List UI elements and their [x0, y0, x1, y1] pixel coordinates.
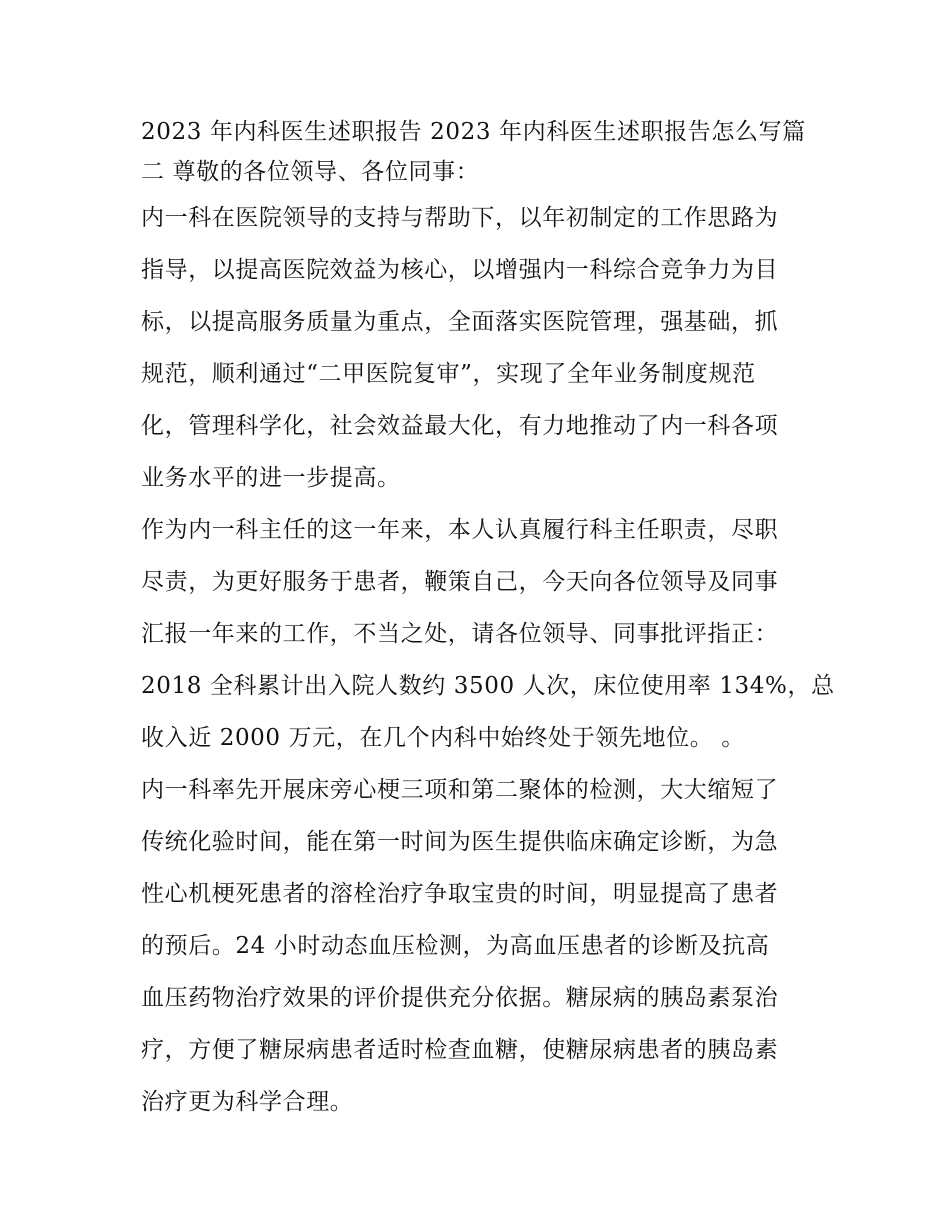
text-line: 指导，以提高医院效益为核心，以增强内一科综合竞争力为目: [141, 257, 779, 283]
text-line: 疗，方便了糖尿病患者适时检查血糖，使糖尿病患者的胰岛素: [141, 1037, 779, 1063]
text-line: 传统化验时间，能在第一时间为医生提供临床确定诊断，为急: [141, 829, 779, 855]
document-title: [141, 112, 813, 192]
paragraph-3: [141, 764, 813, 1128]
text-line: 标，以提高服务质量为重点，全面落实医院管理，强基础，抓: [141, 309, 779, 335]
text-line: 的预后。24 小时动态血压检测，为高血压患者的诊断及抗高: [141, 933, 770, 959]
text-line: 血压药物治疗效果的评价提供充分依据。糖尿病的胰岛素泵治: [141, 985, 779, 1011]
text-line: 收入近 2000 万元，在几个内科中始终处于领先地位。 。: [141, 725, 745, 751]
title-line: 2023 年内科医生述职报告 2023 年内科医生述职报告怎么写篇: [141, 119, 806, 145]
text-line: 性心机梗死患者的溶栓治疗争取宝贵的时间，明显提高了患者: [141, 881, 779, 907]
text-line: 2018 全科累计出入院人数约 3500 人次，床位使用率 134%，总: [141, 673, 835, 699]
text-line: 化，管理科学化，社会效益最大化，有力地推动了内一科各项: [141, 413, 779, 439]
text-line: 治疗更为科学合理。: [141, 1089, 354, 1115]
paragraph-1: [141, 192, 813, 504]
text-line: 作为内一科主任的这一年来，本人认真履行科主任职责，尽职: [141, 517, 779, 543]
paragraph-2: [141, 504, 835, 764]
text-line: 内一科在医院领导的支持与帮助下，以年初制定的工作思路为: [141, 205, 779, 231]
text-line: 汇报一年来的工作，不当之处，请各位领导、同事批评指正：: [141, 621, 779, 647]
title-line: 二 尊敬的各位领导、各位同事：: [141, 159, 480, 185]
text-line: 规范，顺利通过“二甲医院复审”，实现了全年业务制度规范: [141, 361, 756, 387]
document-body: [141, 112, 835, 1128]
text-line: 内一科率先开展床旁心梗三项和第二聚体的检测，大大缩短了: [141, 777, 779, 803]
text-line: 尽责，为更好服务于患者，鞭策自己，今天向各位领导及同事: [141, 569, 779, 595]
text-line: 业务水平的进一步提高。: [141, 465, 401, 491]
